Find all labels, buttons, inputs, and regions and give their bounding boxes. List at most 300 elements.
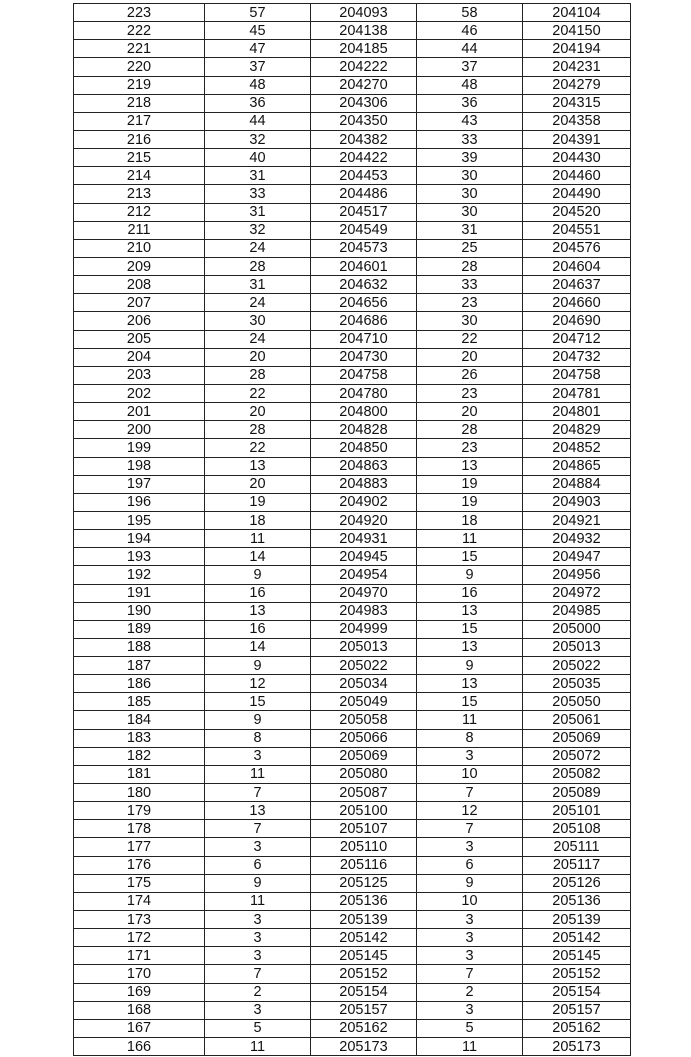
table-cell: 205050 <box>523 693 631 711</box>
table-row <box>74 802 631 820</box>
table-cell: 204829 <box>523 421 631 439</box>
table-cell: 204780 <box>311 384 417 402</box>
table-cell: 7 <box>417 820 523 838</box>
table-row <box>74 548 631 566</box>
table-cell: 36 <box>205 94 311 112</box>
table-row <box>74 747 631 765</box>
table-cell: 204573 <box>311 239 417 257</box>
table-cell: 204852 <box>523 439 631 457</box>
table-cell: 14 <box>205 548 311 566</box>
table-row <box>74 874 631 892</box>
table-cell: 181 <box>74 765 205 783</box>
table-row <box>74 421 631 439</box>
table-cell: 177 <box>74 838 205 856</box>
table-cell: 7 <box>205 784 311 802</box>
table-cell: 33 <box>205 185 311 203</box>
table-cell: 176 <box>74 856 205 874</box>
table-cell: 30 <box>417 185 523 203</box>
table-cell: 18 <box>205 511 311 529</box>
table-cell: 204972 <box>523 584 631 602</box>
table-cell: 13 <box>205 802 311 820</box>
table-cell: 222 <box>74 22 205 40</box>
table-cell: 205100 <box>311 802 417 820</box>
table-cell: 204551 <box>523 221 631 239</box>
table-cell: 216 <box>74 130 205 148</box>
table-cell: 3 <box>205 929 311 947</box>
table-cell: 204903 <box>523 493 631 511</box>
table-cell: 24 <box>205 294 311 312</box>
table-cell: 205013 <box>311 638 417 656</box>
table-cell: 220 <box>74 58 205 76</box>
table-cell: 174 <box>74 892 205 910</box>
table-row <box>74 1038 631 1056</box>
table-cell: 15 <box>417 620 523 638</box>
table-cell: 13 <box>417 638 523 656</box>
table-cell: 211 <box>74 221 205 239</box>
table-cell: 204920 <box>311 511 417 529</box>
table-cell: 20 <box>205 403 311 421</box>
table-row <box>74 294 631 312</box>
table-cell: 11 <box>205 530 311 548</box>
table-cell: 205000 <box>523 620 631 638</box>
table-cell: 193 <box>74 548 205 566</box>
table-row <box>74 584 631 602</box>
table-cell: 3 <box>205 911 311 929</box>
table-cell: 204884 <box>523 475 631 493</box>
table-cell: 210 <box>74 239 205 257</box>
table-cell: 205107 <box>311 820 417 838</box>
table-cell: 20 <box>205 475 311 493</box>
table-row <box>74 602 631 620</box>
table-cell: 11 <box>205 765 311 783</box>
table-row <box>74 693 631 711</box>
table-cell: 204422 <box>311 149 417 167</box>
table-cell: 205139 <box>523 911 631 929</box>
table-cell: 205162 <box>523 1019 631 1037</box>
table-cell: 197 <box>74 475 205 493</box>
table-cell: 205049 <box>311 693 417 711</box>
table-cell: 22 <box>205 384 311 402</box>
table-cell: 204921 <box>523 511 631 529</box>
table-row <box>74 675 631 693</box>
table-cell: 205111 <box>523 838 631 856</box>
table-cell: 2 <box>417 983 523 1001</box>
table-row <box>74 765 631 783</box>
table-cell: 170 <box>74 965 205 983</box>
table-cell: 205173 <box>311 1038 417 1056</box>
table-cell: 204828 <box>311 421 417 439</box>
table-cell: 31 <box>205 203 311 221</box>
table-cell: 207 <box>74 294 205 312</box>
table-row <box>74 965 631 983</box>
table-cell: 204970 <box>311 584 417 602</box>
table-cell: 219 <box>74 76 205 94</box>
table-cell: 30 <box>417 203 523 221</box>
table-cell: 8 <box>205 729 311 747</box>
table-cell: 11 <box>417 1038 523 1056</box>
table-cell: 205142 <box>311 929 417 947</box>
table-cell: 204270 <box>311 76 417 94</box>
table-cell: 183 <box>74 729 205 747</box>
table-cell: 204382 <box>311 130 417 148</box>
table-cell: 205116 <box>311 856 417 874</box>
table-cell: 205136 <box>311 892 417 910</box>
table-cell: 203 <box>74 366 205 384</box>
table-row <box>74 185 631 203</box>
table-cell: 204690 <box>523 312 631 330</box>
table-cell: 205152 <box>311 965 417 983</box>
table-cell: 204520 <box>523 203 631 221</box>
table-cell: 10 <box>417 892 523 910</box>
table-row <box>74 838 631 856</box>
table-cell: 204712 <box>523 330 631 348</box>
table-cell: 179 <box>74 802 205 820</box>
table-cell: 6 <box>417 856 523 874</box>
table-cell: 28 <box>205 257 311 275</box>
table-row <box>74 1001 631 1019</box>
table-cell: 214 <box>74 167 205 185</box>
table-row <box>74 457 631 475</box>
table-row <box>74 439 631 457</box>
table-cell: 20 <box>417 348 523 366</box>
table-cell: 9 <box>205 874 311 892</box>
table-cell: 48 <box>417 76 523 94</box>
table-row <box>74 112 631 130</box>
table-row <box>74 657 631 675</box>
table-row <box>74 983 631 1001</box>
table-cell: 205069 <box>523 729 631 747</box>
table-cell: 2 <box>205 983 311 1001</box>
table-cell: 189 <box>74 620 205 638</box>
table-cell: 204902 <box>311 493 417 511</box>
table-cell: 205082 <box>523 765 631 783</box>
table-cell: 205087 <box>311 784 417 802</box>
table-row <box>74 276 631 294</box>
table-row <box>74 40 631 58</box>
table-cell: 205058 <box>311 711 417 729</box>
table-cell: 204983 <box>311 602 417 620</box>
table-cell: 40 <box>205 149 311 167</box>
table-cell: 3 <box>417 1001 523 1019</box>
table-cell: 3 <box>205 747 311 765</box>
table-cell: 3 <box>205 838 311 856</box>
table-cell: 24 <box>205 330 311 348</box>
table-cell: 172 <box>74 929 205 947</box>
table-cell: 202 <box>74 384 205 402</box>
table-cell: 205069 <box>311 747 417 765</box>
table-cell: 204801 <box>523 403 631 421</box>
table-cell: 33 <box>417 276 523 294</box>
table-cell: 204430 <box>523 149 631 167</box>
table-cell: 204194 <box>523 40 631 58</box>
table-cell: 190 <box>74 602 205 620</box>
table-cell: 204306 <box>311 94 417 112</box>
table-cell: 205126 <box>523 874 631 892</box>
table-cell: 188 <box>74 638 205 656</box>
table-cell: 22 <box>205 439 311 457</box>
table-cell: 7 <box>417 965 523 983</box>
table-cell: 205101 <box>523 802 631 820</box>
table-cell: 31 <box>417 221 523 239</box>
table-cell: 198 <box>74 457 205 475</box>
table-cell: 24 <box>205 239 311 257</box>
table-cell: 212 <box>74 203 205 221</box>
table-row <box>74 4 631 22</box>
table-cell: 9 <box>205 711 311 729</box>
table-row <box>74 892 631 910</box>
table-cell: 30 <box>417 167 523 185</box>
table-cell: 204576 <box>523 239 631 257</box>
table-cell: 209 <box>74 257 205 275</box>
table-cell: 10 <box>417 765 523 783</box>
table-cell: 19 <box>417 493 523 511</box>
table-cell: 168 <box>74 1001 205 1019</box>
table-cell: 204138 <box>311 22 417 40</box>
table-cell: 13 <box>205 602 311 620</box>
table-cell: 205154 <box>523 983 631 1001</box>
table-cell: 58 <box>417 4 523 22</box>
table-cell: 28 <box>417 421 523 439</box>
table-cell: 205157 <box>523 1001 631 1019</box>
table-cell: 26 <box>417 366 523 384</box>
table-cell: 33 <box>417 130 523 148</box>
table-cell: 9 <box>205 657 311 675</box>
table-cell: 204945 <box>311 548 417 566</box>
table-cell: 16 <box>205 620 311 638</box>
table-cell: 184 <box>74 711 205 729</box>
score-distribution-table <box>73 3 631 1056</box>
table-cell: 205022 <box>311 657 417 675</box>
table-cell: 44 <box>417 40 523 58</box>
table-row <box>74 620 631 638</box>
table-cell: 3 <box>417 929 523 947</box>
table-body <box>74 4 631 1056</box>
table-cell: 194 <box>74 530 205 548</box>
table-row <box>74 475 631 493</box>
table-row <box>74 530 631 548</box>
table-cell: 11 <box>417 711 523 729</box>
table-cell: 6 <box>205 856 311 874</box>
table-cell: 205136 <box>523 892 631 910</box>
table-cell: 45 <box>205 22 311 40</box>
table-cell: 205066 <box>311 729 417 747</box>
table-cell: 204279 <box>523 76 631 94</box>
table-row <box>74 239 631 257</box>
table-row <box>74 566 631 584</box>
table-cell: 196 <box>74 493 205 511</box>
table-cell: 204985 <box>523 602 631 620</box>
table-cell: 31 <box>205 276 311 294</box>
table-cell: 204850 <box>311 439 417 457</box>
table-cell: 204730 <box>311 348 417 366</box>
table-cell: 187 <box>74 657 205 675</box>
table-row <box>74 638 631 656</box>
table-cell: 11 <box>205 1038 311 1056</box>
table-cell: 205089 <box>523 784 631 802</box>
table-cell: 22 <box>417 330 523 348</box>
table-cell: 169 <box>74 983 205 1001</box>
table-cell: 204150 <box>523 22 631 40</box>
table-cell: 204956 <box>523 566 631 584</box>
table-row <box>74 493 631 511</box>
table-cell: 186 <box>74 675 205 693</box>
table-cell: 204 <box>74 348 205 366</box>
table-row <box>74 203 631 221</box>
table-cell: 13 <box>417 457 523 475</box>
table-cell: 173 <box>74 911 205 929</box>
table-cell: 215 <box>74 149 205 167</box>
table-cell: 19 <box>417 475 523 493</box>
table-cell: 19 <box>205 493 311 511</box>
table-cell: 204604 <box>523 257 631 275</box>
table-cell: 204758 <box>523 366 631 384</box>
table-cell: 204710 <box>311 330 417 348</box>
table-cell: 204863 <box>311 457 417 475</box>
table-cell: 182 <box>74 747 205 765</box>
table-row <box>74 257 631 275</box>
table-cell: 57 <box>205 4 311 22</box>
table-cell: 205072 <box>523 747 631 765</box>
table-cell: 5 <box>205 1019 311 1037</box>
table-cell: 13 <box>205 457 311 475</box>
table-cell: 23 <box>417 439 523 457</box>
table-cell: 15 <box>205 693 311 711</box>
table-cell: 205013 <box>523 638 631 656</box>
table-cell: 44 <box>205 112 311 130</box>
table-cell: 204656 <box>311 294 417 312</box>
table-cell: 205022 <box>523 657 631 675</box>
table-cell: 204093 <box>311 4 417 22</box>
table-cell: 205108 <box>523 820 631 838</box>
table-cell: 3 <box>417 947 523 965</box>
table-row <box>74 58 631 76</box>
table-cell: 204800 <box>311 403 417 421</box>
table-cell: 205034 <box>311 675 417 693</box>
table-cell: 16 <box>205 584 311 602</box>
table-cell: 11 <box>205 892 311 910</box>
table-row <box>74 76 631 94</box>
table-cell: 36 <box>417 94 523 112</box>
table-cell: 3 <box>205 1001 311 1019</box>
table-cell: 166 <box>74 1038 205 1056</box>
table-cell: 204686 <box>311 312 417 330</box>
table-row <box>74 820 631 838</box>
table-row <box>74 149 631 167</box>
table-cell: 28 <box>205 366 311 384</box>
table-cell: 218 <box>74 94 205 112</box>
table-cell: 205139 <box>311 911 417 929</box>
table-row <box>74 403 631 421</box>
table-cell: 15 <box>417 548 523 566</box>
table-cell: 195 <box>74 511 205 529</box>
table-cell: 201 <box>74 403 205 421</box>
table-row <box>74 1019 631 1037</box>
table-row <box>74 366 631 384</box>
table-cell: 7 <box>205 965 311 983</box>
table-cell: 221 <box>74 40 205 58</box>
table-row <box>74 94 631 112</box>
table-cell: 204758 <box>311 366 417 384</box>
table-cell: 178 <box>74 820 205 838</box>
table-cell: 12 <box>205 675 311 693</box>
table-cell: 205173 <box>523 1038 631 1056</box>
table-cell: 205145 <box>523 947 631 965</box>
table-cell: 48 <box>205 76 311 94</box>
table-row <box>74 711 631 729</box>
table-cell: 32 <box>205 130 311 148</box>
table-cell: 205152 <box>523 965 631 983</box>
table-cell: 204315 <box>523 94 631 112</box>
table-row <box>74 312 631 330</box>
table-cell: 205125 <box>311 874 417 892</box>
table-cell: 204460 <box>523 167 631 185</box>
table-cell: 205162 <box>311 1019 417 1037</box>
table-cell: 217 <box>74 112 205 130</box>
table-cell: 171 <box>74 947 205 965</box>
table-cell: 32 <box>205 221 311 239</box>
table-cell: 175 <box>74 874 205 892</box>
table-row <box>74 22 631 40</box>
table-cell: 20 <box>417 403 523 421</box>
table-cell: 16 <box>417 584 523 602</box>
table-row <box>74 384 631 402</box>
table-cell: 31 <box>205 167 311 185</box>
table-row <box>74 511 631 529</box>
table-cell: 206 <box>74 312 205 330</box>
table-cell: 204222 <box>311 58 417 76</box>
table-cell: 205142 <box>523 929 631 947</box>
table-cell: 204490 <box>523 185 631 203</box>
table-cell: 37 <box>205 58 311 76</box>
table-cell: 11 <box>417 530 523 548</box>
table-row <box>74 330 631 348</box>
table-cell: 205157 <box>311 1001 417 1019</box>
table-cell: 37 <box>417 58 523 76</box>
table-cell: 28 <box>205 421 311 439</box>
table-cell: 205154 <box>311 983 417 1001</box>
table-cell: 192 <box>74 566 205 584</box>
table-cell: 204453 <box>311 167 417 185</box>
table-cell: 3 <box>417 747 523 765</box>
table-cell: 18 <box>417 511 523 529</box>
table-cell: 200 <box>74 421 205 439</box>
table-cell: 204865 <box>523 457 631 475</box>
table-cell: 204999 <box>311 620 417 638</box>
table-cell: 205 <box>74 330 205 348</box>
table-row <box>74 130 631 148</box>
table-cell: 20 <box>205 348 311 366</box>
table-row <box>74 784 631 802</box>
table-cell: 8 <box>417 729 523 747</box>
table-cell: 223 <box>74 4 205 22</box>
table-cell: 167 <box>74 1019 205 1037</box>
table-cell: 191 <box>74 584 205 602</box>
table-cell: 46 <box>417 22 523 40</box>
table-cell: 9 <box>417 566 523 584</box>
table-row <box>74 856 631 874</box>
table-cell: 208 <box>74 276 205 294</box>
table-cell: 7 <box>205 820 311 838</box>
table-cell: 204954 <box>311 566 417 584</box>
table-cell: 213 <box>74 185 205 203</box>
table-cell: 25 <box>417 239 523 257</box>
table-row <box>74 947 631 965</box>
table-cell: 204601 <box>311 257 417 275</box>
table-cell: 9 <box>205 566 311 584</box>
table-cell: 204185 <box>311 40 417 58</box>
table-cell: 28 <box>417 257 523 275</box>
table-row <box>74 929 631 947</box>
